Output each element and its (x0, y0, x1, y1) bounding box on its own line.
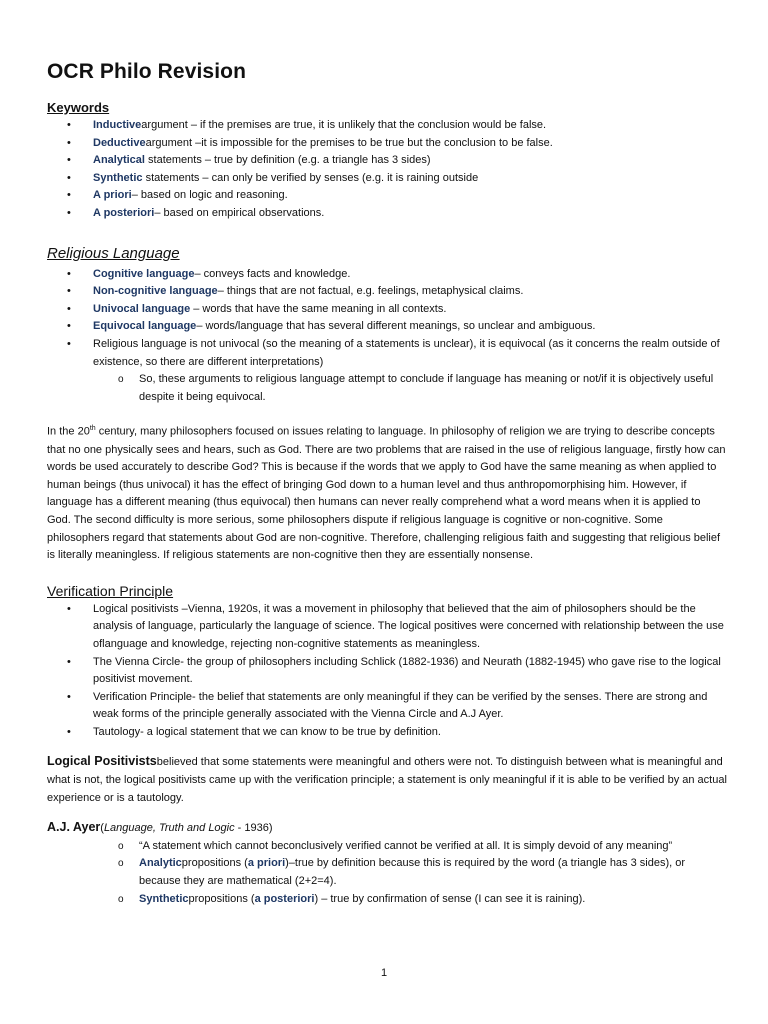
list-item (47, 187, 727, 205)
definition: – words/language that has several different meanings, so unclear and ambiguous. (196, 320, 596, 333)
logical-positivists-lead: Logical Positivists (47, 754, 157, 769)
list-item (47, 301, 727, 319)
term: Non-cognitive language (93, 285, 218, 298)
religious-language-sublist (47, 371, 727, 406)
text: )–true by definition because this is required by the word (a triangle has 3 sides), or because they are mathematical (2+2=4). (139, 857, 686, 888)
definition: – based on logic and reasoning. (131, 189, 288, 202)
definition: – words that have the same meaning in all contexts. (190, 302, 447, 315)
list-item (47, 336, 727, 371)
term: Inductive (93, 119, 142, 131)
ayer-heading (47, 819, 727, 838)
superscript: th (89, 425, 96, 433)
religious-language-paragraph (47, 420, 727, 564)
ayer-book: Language, Truth and Logic (103, 822, 235, 835)
list-item (47, 170, 727, 188)
sub-list-item: o So, these arguments to religious language attempt to conclude if language has meaning or not/if it is objectively useful despite it being equivocal. (47, 371, 727, 406)
religious-language-list (47, 266, 727, 372)
sub-list-item (47, 891, 727, 909)
term: Synthetic (93, 171, 143, 184)
definition: – things that are not factual, e.g. feelings, metaphysical claims. (217, 285, 524, 298)
keywords-heading: Keywords (47, 100, 110, 115)
para-rest: century, many philosophers focused on issues relating to language. In philosophy of religion we are trying to describe concepts that no one physically sees and hears, such as God. There are two problems that are raised in the use of religious language, firstly how can words be used accurately to describe God? This is because if the words that we apply to God have the same meaning as when applied to human beings (thus univocal) it has the effect of bringing God down to a human level and thus anthropomorphising him. However, if language has a different meaning (thus equivocal) then humans can never really comprehend what a word means when it is applied to God. The second difficulty is more serious, some philosophers dispute if religious language is cognitive or non-cognitive. Some philosophers regard that statements about God are non-cognitive. Therefore, challenging religious faith and suggesting that religious belief is literally meaningless. If religious statements are non-cognitive then they are essentially nonsense. (47, 425, 726, 562)
list-item (47, 152, 727, 170)
term: A priori (93, 189, 132, 202)
ayer-name: A.J. Ayer (47, 820, 101, 835)
list-item: • Logical positivists –Vienna, 1920s, it was a movement in philosophy that believed that the aim of philosophers should be the analysis of language, particularly the language of science. The logical positives were concerned with relationship between the use oflanguage and knowledge, rejecting non-cognitive statements as meaningless. (47, 601, 727, 654)
logical-positivists-text: believed that some statements were meaningful and others were not. To distinguish between what is meaningful and what is not, the logical positivists came up with the verification principle; a statement is only meaningful if it is able to be verified by an actual experience or is a tautology. (47, 756, 727, 804)
list-item (47, 283, 727, 301)
term: A posteriori (93, 206, 155, 219)
text: propositions ( (181, 857, 248, 870)
definition: – conveys facts and knowledge. (194, 267, 351, 280)
definition: statements – true by definition (e.g. a triangle has 3 sides) (144, 154, 431, 167)
text: propositions ( (188, 892, 255, 905)
list-item: • Tautology- a logical statement that we can know to be true by definition. (47, 724, 727, 742)
list-item (47, 318, 727, 336)
keywords-list (47, 117, 727, 223)
para-start: In the 20 (47, 425, 90, 438)
definition: statements – can only be verified by senses (e.g. it is raining outside (142, 171, 479, 184)
term: Cognitive language (93, 267, 195, 280)
page-number: 1 (380, 967, 388, 979)
sub-list-item (47, 855, 727, 890)
verification-list (47, 601, 727, 742)
verification-heading: Verification Principle (47, 582, 174, 599)
list-item: • The Vienna Circle- the group of philosophers including Schlick (1882-1936) and Neurath (1882-1945) who gave rise to the logical positivist movement. (47, 654, 727, 689)
ayer-year: - 1936) (234, 822, 273, 835)
list-item: • Verification Principle- the belief that statements are only meaningful if they can be verified by the senses. There are strong and weak forms of the principle generally associated with the Vienna Circle and A.J Ayer. (47, 689, 727, 724)
list-item (47, 205, 727, 223)
term: Equivocal language (93, 320, 197, 333)
term: Analytic (139, 857, 182, 870)
definition: argument –it is impossible for the premises to be true but the conclusion to be false. (145, 136, 553, 149)
list-item (47, 117, 727, 135)
list-item (47, 135, 727, 153)
list-item (47, 266, 727, 284)
definition: – based on empirical observations. (154, 206, 325, 219)
religious-language-heading: Religious Language (47, 244, 180, 262)
sub-list-item: o “A statement which cannot beconclusively verified cannot be verified at all. It is simply devoid of any meaning” (47, 838, 727, 856)
term: Univocal language (93, 302, 191, 315)
term: a priori (247, 857, 286, 870)
definition: argument – if the premises are true, it is unlikely that the conclusion would be false. (141, 119, 547, 131)
ayer-list (47, 838, 727, 908)
page-title: OCR Philo Revision (47, 60, 246, 83)
term: a posteriori (254, 892, 315, 905)
logical-positivists-paragraph (47, 753, 727, 807)
document-page (47, 60, 727, 908)
term: Analytical (93, 154, 145, 167)
term: Synthetic (139, 892, 189, 905)
term: Deductive (93, 136, 146, 149)
text: ) – true by confirmation of sense (I can see it is raining). (314, 892, 586, 905)
definition: Religious language is not univocal (so the meaning of a statements is unclear), it is equivocal (as it concerns the realm outside of existence, so there are different interpretations) (93, 337, 720, 368)
ayer-open: ( (100, 822, 104, 835)
